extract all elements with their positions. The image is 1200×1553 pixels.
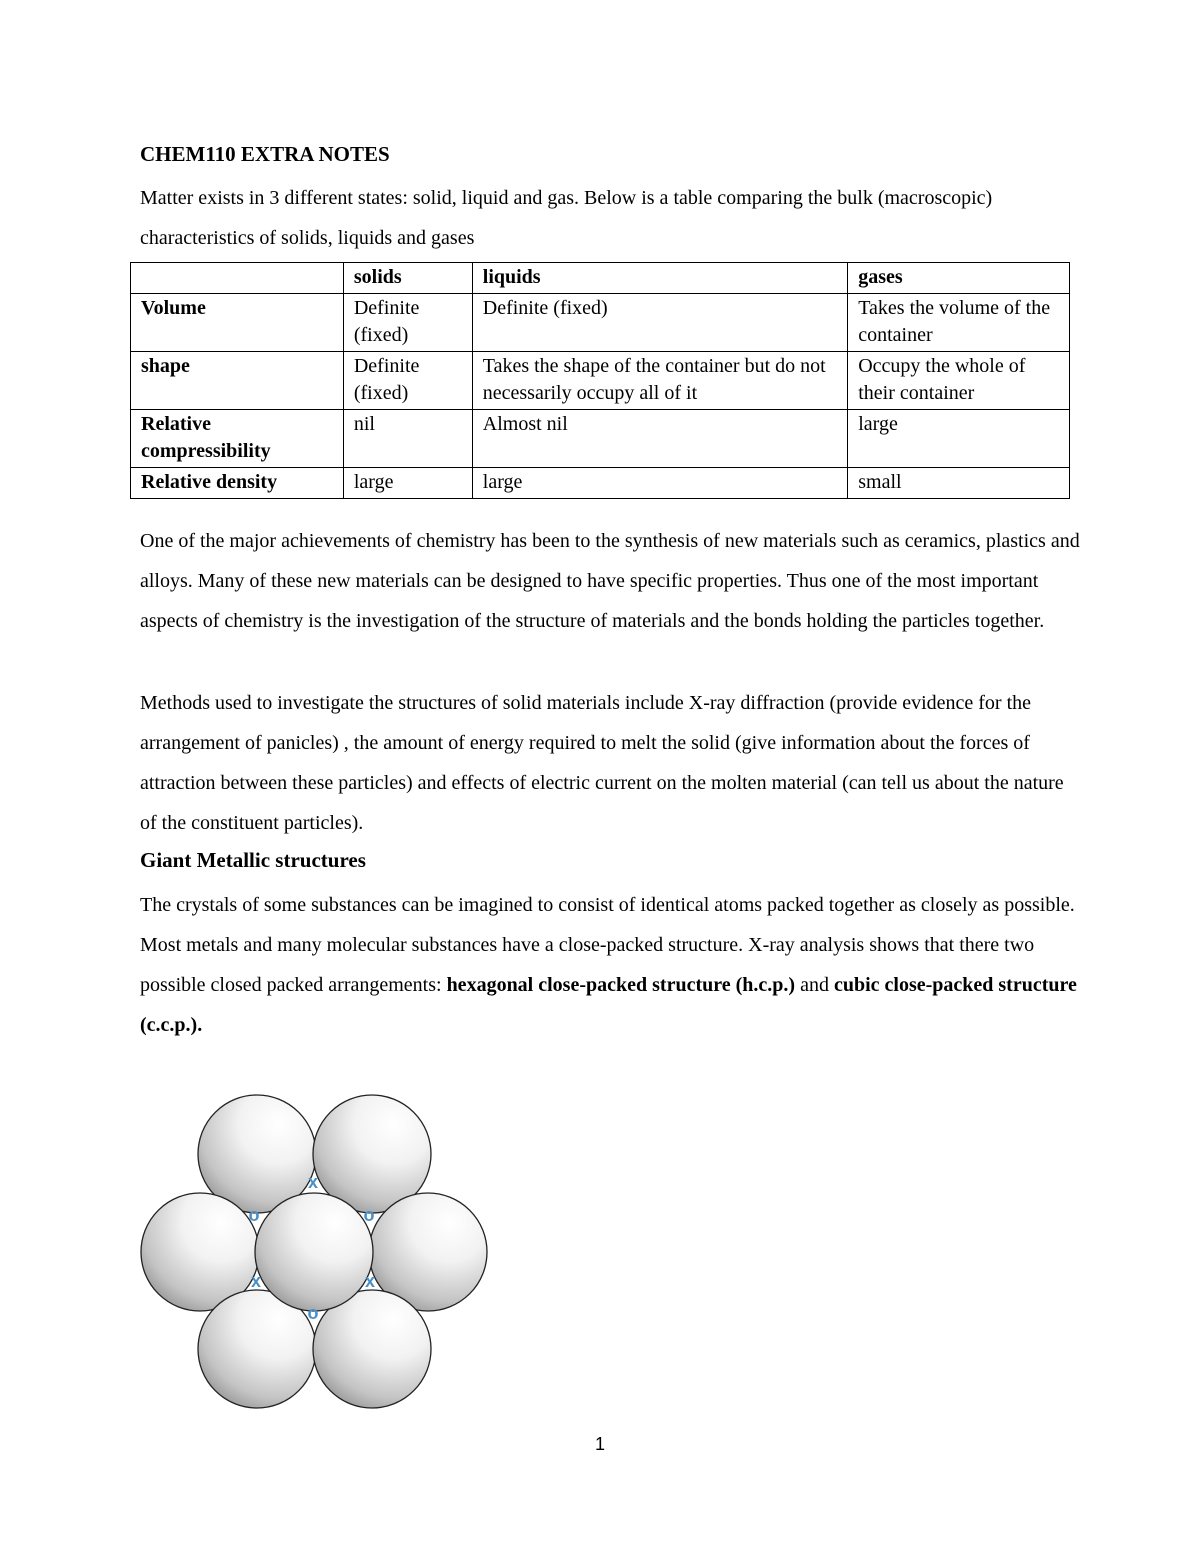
synthesis-paragraph: One of the major achievements of chemistry has been to the synthesis of new materials such as ceramics, plastics and alloys. Many of these new materials can be designed to have specific properties. Thus one of the most important aspects of chemistry is the investigation of the structure of materials and the bonds holding the particles together. bbox=[140, 530, 1080, 632]
table-cell: nil bbox=[343, 410, 472, 468]
sphere bbox=[255, 1193, 376, 1311]
page-number: 1 bbox=[594, 1434, 605, 1454]
marker-x: x bbox=[250, 1271, 262, 1291]
metallic-structures-paragraph bbox=[140, 885, 1080, 1045]
row-label: Relative density bbox=[131, 468, 344, 499]
table-cell: Definite (fixed) bbox=[472, 294, 847, 352]
table-cell: small bbox=[848, 468, 1070, 499]
intro-paragraph: Matter exists in 3 different states: solid, liquid and gas. Below is a table comparing the bulk (macroscopic) characteristics of solids, liquids and gases bbox=[140, 187, 993, 249]
table-row bbox=[131, 352, 1070, 410]
row-label: Relative compressibility bbox=[131, 410, 344, 468]
states-comparison-table bbox=[130, 262, 1070, 499]
page-title: CHEM110 EXTRA NOTES bbox=[140, 142, 390, 166]
close-packed-spheres-icon bbox=[140, 1090, 490, 1410]
row-label: Volume bbox=[131, 294, 344, 352]
ccp-term: cubic close-packed structure (c.c.p.). bbox=[140, 974, 1077, 1036]
body-text: and bbox=[795, 974, 834, 996]
table-row bbox=[131, 294, 1070, 352]
table-cell: Occupy the whole of their container bbox=[848, 352, 1070, 410]
table-cell: Takes the volume of the container bbox=[848, 294, 1070, 352]
table-cell: Takes the shape of the container but do not necessarily occupy all of it bbox=[472, 352, 847, 410]
row-label: shape bbox=[131, 352, 344, 410]
body-text: The crystals of some substances can be imagined to consist of identical atoms packed together as closely as possible. Most metals and many molecular substances have a close-packed structure. X-ray analysis shows that there two possible closed packed arrangements: bbox=[140, 894, 1075, 996]
table-row bbox=[131, 410, 1070, 468]
table-header-cell bbox=[131, 263, 344, 294]
table-header-row bbox=[131, 263, 1070, 294]
marker-o: o bbox=[307, 1303, 319, 1323]
hcp-term: hexagonal close-packed structure (h.c.p.) bbox=[446, 974, 796, 996]
table-cell: large bbox=[472, 468, 847, 499]
table-cell: Definite (fixed) bbox=[343, 352, 472, 410]
section-heading: Giant Metallic structures bbox=[140, 848, 366, 872]
marker-x: x bbox=[364, 1271, 376, 1291]
table-cell: Definite (fixed) bbox=[343, 294, 472, 352]
table-cell: large bbox=[848, 410, 1070, 468]
methods-paragraph: Methods used to investigate the structures of solid materials include X-ray diffraction (provide evidence for the arrangement of panicles) , the amount of energy required to melt the solid (give information about the forces of attraction between these particles) and effects of electric current on the molten material (can tell us about the nature of the constituent particles). bbox=[140, 692, 1064, 834]
table-header-cell: liquids bbox=[472, 263, 847, 294]
table-header-cell: solids bbox=[343, 263, 472, 294]
marker-o: o bbox=[363, 1205, 375, 1225]
marker-o: o bbox=[248, 1205, 260, 1225]
table-cell: large bbox=[343, 468, 472, 499]
table-row bbox=[131, 468, 1070, 499]
table-header-cell: gases bbox=[848, 263, 1070, 294]
marker-x: x bbox=[307, 1172, 319, 1192]
table-cell: Almost nil bbox=[472, 410, 847, 468]
